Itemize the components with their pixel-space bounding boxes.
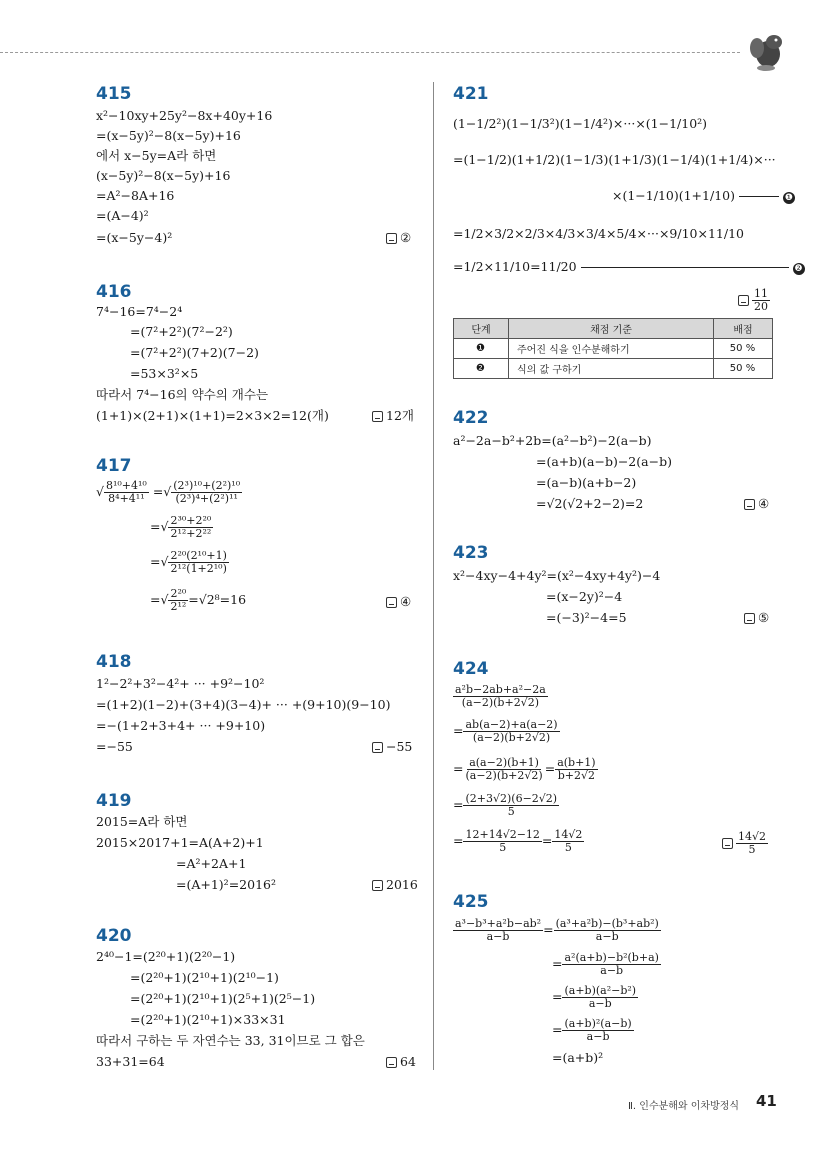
column-header: 배점 xyxy=(714,319,773,339)
solution-line: =√ $\frac{\text{2²⁰}}{\text{2¹²}}$ =√2⁸=16 xyxy=(150,587,247,613)
solution-line: =(x−5y−4)² xyxy=(96,230,173,245)
answer-icon xyxy=(744,613,755,624)
solution-line: = $\frac{\text{(a+b)²(a−b)}}{a-b}$ xyxy=(552,1017,632,1043)
fraction: $\frac{ab(a-2)+a(a-2)}{(a-2)(b+2√2)}$ xyxy=(465,718,558,744)
answer-value: $\frac{11}{20}$ xyxy=(754,287,768,313)
solution-line: =(x−2y)²−4 xyxy=(546,589,623,604)
solution-line: 2015=A라 하면 xyxy=(96,814,188,829)
solution-line: 33+31=64 xyxy=(96,1054,165,1069)
answer-value: ④ xyxy=(400,594,412,609)
problem-number: 422 xyxy=(453,408,489,428)
fraction: $\frac{\text{8¹⁰+4¹⁰}}{\text{8⁴+4¹¹}}$ xyxy=(105,479,147,505)
step-marker: ❶ xyxy=(784,193,793,203)
grading-table xyxy=(453,318,773,379)
solution-line: 2015×2017+1=A(A+2)+1 xyxy=(96,835,264,850)
solution-line: =1/2×3/2×2/3×4/3×3/4×5/4×···×9/10×11/10 xyxy=(453,226,744,241)
answer xyxy=(744,496,769,512)
answer-icon xyxy=(738,295,749,306)
solution-line: 1²−2²+3²−4²+ ··· +9²−10² xyxy=(96,676,265,691)
answer-icon xyxy=(386,1057,397,1068)
solution-line xyxy=(453,684,548,709)
fraction: $\frac{(2+3√2)(6-2√2)}{5}$ xyxy=(465,792,558,818)
fraction: $\frac{14√2}{5}$ xyxy=(554,828,583,854)
column-header: 채점 기준 xyxy=(509,319,714,339)
solution-line: =(2²⁰+1)(2¹⁰+1)×33×31 xyxy=(130,1012,286,1027)
fraction: $\frac{\text{a³−b³+a²b−ab²}}{a-b}$ xyxy=(455,917,542,943)
answer xyxy=(738,288,770,313)
answer-value: $\frac{14√2}{5}$ xyxy=(738,830,767,856)
solution-line: √ $\frac{\text{8¹⁰+4¹⁰}}{\text{8⁴+4¹¹}}$ =√ $\frac{\text{(2³)¹⁰+(2²)¹⁰}}{\text{(2³)⁴+(2²)¹¹}}$ xyxy=(96,479,241,505)
solution-line: (x−5y)²−8(x−5y)+16 xyxy=(96,168,231,183)
step-marker: ❷ xyxy=(794,264,803,274)
fraction: $\frac{\text{(a³+a²b)−(b³+ab²)}}{a-b}$ xyxy=(555,917,659,943)
answer xyxy=(386,230,411,246)
table-cell: ❷ xyxy=(454,359,509,379)
problem-number: 424 xyxy=(453,659,489,679)
solution-line: = $\frac{\text{(a+b)(a²−b²)}}{a-b}$ xyxy=(552,984,637,1010)
solution-line: a²−2a−b²+2b=(a²−b²)−2(a−b) xyxy=(453,433,652,448)
answer-icon xyxy=(386,597,397,608)
answer-icon xyxy=(744,499,755,510)
answer-icon xyxy=(386,233,397,244)
answer xyxy=(722,831,768,856)
solution-line: (1−1/2²)(1−1/3²)(1−1/4²)×···×(1−1/10²) xyxy=(453,116,708,131)
problem-number: 423 xyxy=(453,543,489,563)
solution-line: 에서 x−5y=A라 하면 xyxy=(96,148,217,163)
fraction: $\frac{\text{2²⁰(2¹⁰+1)}}{\text{2¹²(1+2¹⁰)}}$ xyxy=(170,549,227,575)
answer-icon xyxy=(372,880,383,891)
solution-line: =√ $\frac{\text{2²⁰(2¹⁰+1)}}{\text{2¹²(1+2¹⁰)}}$ xyxy=(150,549,227,575)
solution-line: =(1+2)(1−2)+(3+4)(3−4)+ ··· +(9+10)(9−10) xyxy=(96,697,391,712)
solution-line: =(7²+2²)(7+2)(7−2) xyxy=(130,345,259,360)
solution-line: 따라서 7⁴−16의 약수의 개수는 xyxy=(96,387,269,402)
problem-number: 421 xyxy=(453,84,489,104)
answer-value: 2016 xyxy=(386,877,418,892)
solution-line: 따라서 구하는 두 자연수는 33, 31이므로 그 합은 xyxy=(96,1033,365,1048)
answer-value: ④ xyxy=(758,496,770,511)
solution-line: ×(1−1/10)(1+1/10) ❶ xyxy=(612,188,793,203)
answer xyxy=(372,739,412,755)
fraction: $\frac{\text{(2³)¹⁰+(2²)¹⁰}}{\text{(2³)⁴+(2²)¹¹}}$ xyxy=(173,479,241,505)
solution-line: =−(1+2+3+4+ ··· +9+10) xyxy=(96,718,266,733)
column-header: 단계 xyxy=(454,319,509,339)
fraction: $\frac{\text{2³⁰+2²⁰}}{\text{2¹²+2²²}}$ xyxy=(170,514,212,540)
solution-line: =(−3)²−4=5 xyxy=(546,610,627,625)
problem-number: 425 xyxy=(453,892,489,912)
solution-line: =(a+b)² xyxy=(552,1050,604,1065)
table-row xyxy=(454,359,773,379)
problem-number: 419 xyxy=(96,791,132,811)
fraction: $\frac{a(b+1)}{b+2√2}$ xyxy=(557,756,596,782)
table-cell: 식의 값 구하기 xyxy=(509,359,714,379)
table-row xyxy=(454,339,773,359)
solution-line: =(7²+2²)(7²−2²) xyxy=(130,324,233,339)
solution-line: =(a−b)(a+b−2) xyxy=(536,475,637,490)
solution-line: =√ $\frac{\text{2³⁰+2²⁰}}{\text{2¹²+2²²}}$ xyxy=(150,514,212,540)
fraction: $\frac{\text{2²⁰}}{\text{2¹²}}$ xyxy=(170,587,187,613)
answer xyxy=(386,1054,416,1070)
solution-line: $\frac{\text{a³−b³+a²b−ab²}}{a-b}$ = $\frac{\text{(a³+a²b)−(b³+ab²)}}{a-b}$ xyxy=(455,917,659,943)
solution-line: =(A+1)²=2016² xyxy=(176,877,276,892)
answer-icon xyxy=(372,742,383,753)
solution-line: = $\frac{ab(a-2)+a(a-2)}{(a-2)(b+2√2)}$ xyxy=(453,718,558,744)
solution-line: =(a+b)(a−b)−2(a−b) xyxy=(536,454,672,469)
fraction: $\frac{a(a-2)(b+1)}{(a-2)(b+2√2)}$ xyxy=(465,756,543,782)
problem-number: 415 xyxy=(96,84,132,104)
answer xyxy=(386,594,411,610)
solution-line: =(2²⁰+1)(2¹⁰+1)(2¹⁰−1) xyxy=(130,970,279,985)
table-header-row xyxy=(454,319,773,339)
solution-line: =(A−4)² xyxy=(96,208,149,223)
fraction: $\frac{12+14√2-12}{5}$ xyxy=(465,828,540,854)
header-dashed-rule xyxy=(0,52,740,53)
fraction: $\frac{\text{(a+b)(a²−b²)}}{a-b}$ xyxy=(564,984,637,1010)
answer xyxy=(372,877,418,893)
solution-line: =A²+2A+1 xyxy=(176,856,247,871)
table-cell: ❶ xyxy=(454,339,509,359)
table-cell: 50 % xyxy=(714,359,773,379)
column-divider xyxy=(433,82,434,1070)
solution-line: = $\frac{(2+3√2)(6-2√2)}{5}$ xyxy=(453,792,558,818)
problem-number: 417 xyxy=(96,456,132,476)
answer-icon xyxy=(372,411,383,422)
solution-line: =√2(√2+2−2)=2 xyxy=(536,496,644,511)
solution-line: (1+1)×(2+1)×(1+1)=2×3×2=12(개) xyxy=(96,408,329,423)
solution-line: x²−4xy−4+4y²=(x²−4xy+4y²)−4 xyxy=(453,568,661,583)
problem-number: 418 xyxy=(96,652,132,672)
problem-number: 416 xyxy=(96,282,132,302)
fraction: $\frac{\text{(a+b)²(a−b)}}{a-b}$ xyxy=(564,1017,632,1043)
fraction: $\frac{\text{a²(a+b)−b²(b+a)}}{a-b}$ xyxy=(564,951,659,977)
table-cell: 50 % xyxy=(714,339,773,359)
solution-line: =53×3²×5 xyxy=(130,366,199,381)
answer-value: 64 xyxy=(400,1054,416,1069)
answer-value: −55 xyxy=(386,739,413,754)
chapter-label: Ⅱ. 인수분해와 이차방정식 xyxy=(628,1101,740,1112)
answer-value: 12개 xyxy=(386,408,414,423)
solution-line: = $\frac{\text{a²(a+b)−b²(b+a)}}{a-b}$ xyxy=(552,951,659,977)
answer-value: ② xyxy=(400,230,412,245)
answer xyxy=(372,408,414,424)
solution-line: 7⁴−16=7⁴−2⁴ xyxy=(96,304,183,319)
solution-line: =(1−1/2)(1+1/2)(1−1/3)(1+1/3)(1−1/4)(1+1/4)×··· xyxy=(453,152,776,167)
problem-number: 420 xyxy=(96,926,132,946)
answer xyxy=(744,610,769,626)
page-number: 41 xyxy=(756,1092,777,1110)
solution-line: =−55 xyxy=(96,739,133,754)
solution-line: =(x−5y)²−8(x−5y)+16 xyxy=(96,128,241,143)
fraction: $\frac{\text{a²b−2ab+a²−2a}}{(a-2)(b+2√2)}$ xyxy=(455,683,546,709)
solution-line: =1/2×11/10=11/20 ❷ xyxy=(453,259,803,274)
solution-line: x²−10xy+25y²−8x+40y+16 xyxy=(96,108,273,123)
table-cell: 주어진 식을 인수분해하기 xyxy=(509,339,714,359)
solution-line: =(2²⁰+1)(2¹⁰+1)(2⁵+1)(2⁵−1) xyxy=(130,991,316,1006)
solution-line: = $\frac{a(a-2)(b+1)}{(a-2)(b+2√2)}$ = $\frac{a(b+1)}{b+2√2}$ xyxy=(453,756,596,782)
solution-line: 2⁴⁰−1=(2²⁰+1)(2²⁰−1) xyxy=(96,949,236,964)
solution-line: = $\frac{12+14√2-12}{5}$ = $\frac{14√2}{5}$ xyxy=(453,828,583,854)
mascot-icon xyxy=(744,28,786,74)
answer-value: ⑤ xyxy=(758,610,770,625)
solution-line: =A²−8A+16 xyxy=(96,188,175,203)
answer-icon xyxy=(722,838,733,849)
